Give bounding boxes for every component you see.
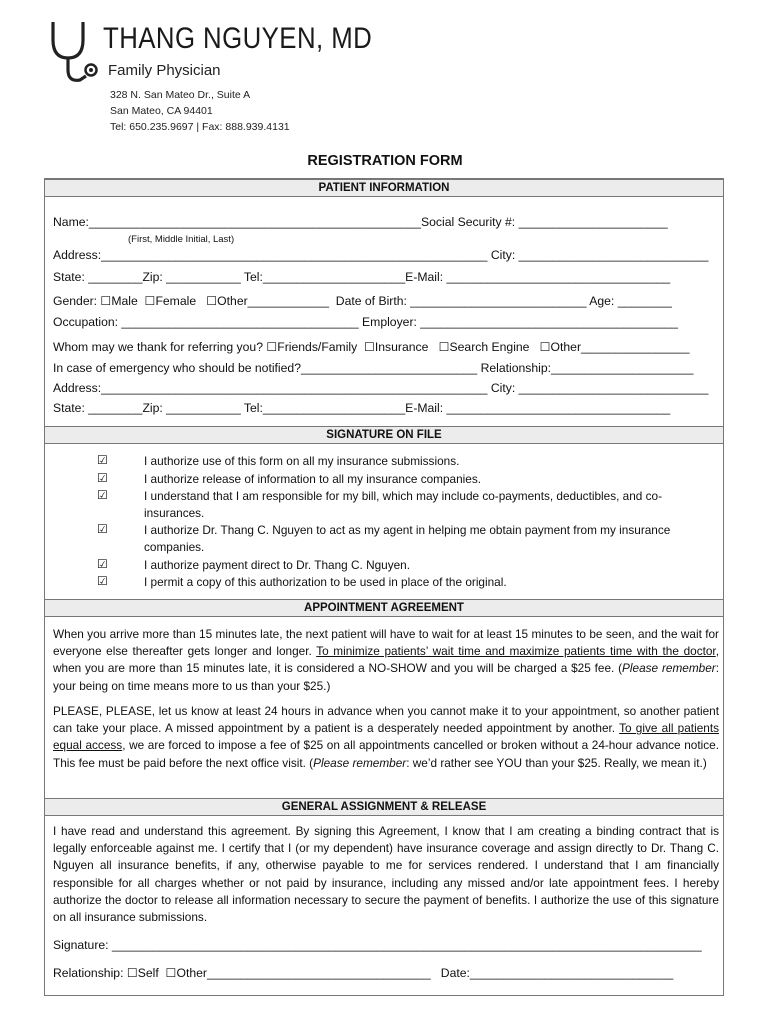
doctor-name: THANG NGUYEN, MD	[103, 22, 373, 55]
checkbox-checked-icon[interactable]: ☑	[97, 471, 108, 485]
release-paragraph: I have read and understand this agreement. By signing this Agreement, I know that I am creating a binding contract that is legally enforceable against me. I certify that I (or my dependent) have insurance coverage and assign directly to Dr. Thang C. Nguyen all insurance benefits, if any, otherwise payable to me for services rendered. I understand that I am financially responsible for all charges whether or not paid by insurance, including any missed and/or late appointment fees. I hereby authorize the doctor to release all information necessary to secure the payment of benefits. I authorize the use of this signature on all insurance submissions.	[53, 824, 719, 925]
authorization-item: I authorize use of this form on all my insurance submissions.	[144, 454, 460, 468]
emergency-address-field-line[interactable]: Address:_________________________________________________________ City: ____________________________	[53, 381, 709, 395]
checkbox-checked-icon[interactable]: ☑	[97, 574, 108, 588]
checkbox-checked-icon[interactable]: ☑	[97, 522, 108, 536]
authorization-item: I authorize Dr. Thang C. Nguyen to act as my agent in helping me obtain payment from my insurance companies.	[144, 523, 671, 554]
name-ssn-field-line[interactable]: Name:_________________________________________________Social Security #: ______________________	[53, 215, 668, 229]
checkbox-checked-icon[interactable]: ☑	[97, 557, 108, 571]
address-line-2: San Mateo, CA 94401	[110, 105, 213, 117]
section-heading-general-assignment: GENERAL ASSIGNMENT & RELEASE	[45, 798, 723, 816]
emergency-state-zip-field-line[interactable]: State: ________Zip: ___________ Tel:_____________________E-Mail: _________________________________	[53, 401, 671, 415]
emergency-contact-field-line[interactable]: In case of emergency who should be notified?__________________________ Relationship:_____________________	[53, 361, 694, 375]
section-heading-signature-on-file: SIGNATURE ON FILE	[45, 426, 723, 444]
address-city-field-line[interactable]: Address:_________________________________________________________ City: ____________________________	[53, 248, 709, 262]
form-title: REGISTRATION FORM	[307, 153, 463, 169]
late-arrival-paragraph: When you arrive more than 15 minutes late, the next patient will have to wait for at least 15 minutes to be seen, and the wait for everyone else thereafter gets longer and longer. To minimize patients’ wait time and maximize patients time with the doctor, when you are more than 15 minutes late, it is considered a NO-SHOW and you will be charged a $25 fee. (Please remember: your being on time means more to us than your $25.)	[53, 627, 719, 693]
checkbox-checked-icon[interactable]: ☑	[97, 453, 108, 467]
authorization-item: I understand that I am responsible for my bill, which may include co-payments, deductibles, and co-insurances.	[144, 489, 663, 520]
authorization-item: I authorize release of information to all my insurance companies.	[144, 472, 482, 486]
section-heading-patient-info: PATIENT INFORMATION	[45, 179, 723, 197]
cancellation-paragraph: PLEASE, PLEASE, let us know at least 24 hours in advance when you cannot make it to your appointment, so another patient can take your place. A missed appointment by a patient is a desperately needed appointment by another. To give all patients equal access, we are forced to impose a fee of $25 on all appointments cancelled or broken without a 24-hour advance notice. This fee must be paid before the next office visit. (Please remember: we’d rather see YOU than your $25. Really, we mean it.)	[53, 704, 720, 770]
referral-field-line[interactable]: Whom may we thank for referring you? ☐Friends/Family ☐Insurance ☐Search Engine ☐Other________________	[53, 340, 690, 354]
relationship-date-field-line[interactable]: Relationship: ☐Self ☐Other_________________________________ Date:______________________________	[53, 966, 674, 980]
signature-field-line[interactable]: Signature: _______________________________________________________________________________________	[53, 938, 702, 952]
contact-line: Tel: 650.235.9697 | Fax: 888.939.4131	[110, 121, 290, 133]
checkbox-checked-icon[interactable]: ☑	[97, 488, 108, 502]
stethoscope-logo-icon	[48, 20, 98, 86]
authorization-item: I permit a copy of this authorization to be used in place of the original.	[144, 575, 507, 589]
authorization-item: I authorize payment direct to Dr. Thang C. Nguyen.	[144, 558, 411, 572]
section-heading-appointment-agreement: APPOINTMENT AGREEMENT	[45, 599, 723, 617]
doctor-specialty: Family Physician	[108, 62, 221, 79]
name-hint: (First, Middle Initial, Last)	[128, 234, 235, 245]
address-line-1: 328 N. San Mateo Dr., Suite A	[110, 89, 251, 101]
gender-dob-age-field-line[interactable]: Gender: ☐Male ☐Female ☐Other____________ Date of Birth: __________________________ Age: ________	[53, 294, 672, 308]
occupation-employer-field-line[interactable]: Occupation: ___________________________________ Employer: ______________________________________	[53, 315, 678, 329]
state-zip-tel-email-field-line[interactable]: State: ________Zip: ___________ Tel:_____________________E-Mail: _________________________________	[53, 270, 671, 284]
